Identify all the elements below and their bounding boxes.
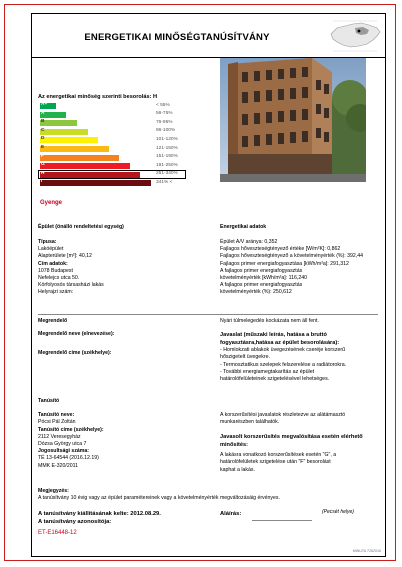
energy-line: követelményérték (%): 250,612	[220, 289, 292, 296]
header	[32, 14, 385, 58]
certifier-section	[38, 398, 208, 470]
address-line: Körfolyosós társasházi lakás	[38, 282, 104, 289]
energy-line: A fajlagos primer energiafogyasztás	[220, 267, 303, 274]
proposal-line: - Homlokzati ablakok üvegezésének cseréje korszerű	[220, 347, 346, 354]
proposal-line: - Termosztatikus szelepek felszerelése a radiátorokra.	[220, 361, 347, 368]
recommended-line: határolófelületek szigetelése után "F" besorolást	[220, 459, 331, 466]
scale-range: 56-75%	[156, 111, 173, 117]
scale-letter: B	[41, 119, 45, 125]
certifier-address-label: Tanúsító címe (székhelye):	[38, 426, 104, 433]
address-line: Nefelejcs utca 50.	[38, 275, 80, 282]
energy-heading: Energetikai adatok	[220, 224, 267, 230]
notes-label: Megjegyzés:	[38, 488, 69, 494]
building-data	[38, 239, 208, 297]
proposal-line: határolófelületeinek szigetelésével lehetséges.	[220, 376, 330, 382]
building-area: Alapterülete [m²]: 40,12	[38, 253, 92, 260]
scale-letter: H	[41, 170, 45, 176]
building-section	[38, 224, 208, 231]
scale-bar	[40, 180, 151, 186]
recommended-line: kaphat a lakás.	[220, 466, 255, 473]
scale-bar	[40, 120, 77, 126]
building-type-value: Lakóépület	[38, 246, 64, 253]
notes-section	[38, 488, 383, 502]
scale-range: < 55%	[156, 102, 170, 108]
scale-range: 151-190%	[156, 154, 178, 160]
scale-bar	[40, 137, 98, 143]
signature-label	[220, 511, 280, 518]
inner-frame	[31, 13, 386, 557]
energy-line: Fajlagos hőveszteségtényező a követelményérték (%): 392,44	[220, 253, 364, 260]
signature-text: Aláírás:	[220, 511, 242, 517]
building-photo	[220, 58, 366, 182]
proposal-details	[220, 412, 380, 426]
stamp-label: (Pecsét helye)	[322, 509, 354, 515]
scale-range: 191-250%	[156, 162, 178, 168]
scale-letter: A+	[41, 102, 48, 107]
recommended-line: A lakásra vonatkozó korszerűsítések esetén "G", a	[220, 452, 337, 459]
certifier-name: Pócsi Pál Zoltán	[38, 419, 76, 426]
energy-line: Épület A/V aránya: 0,352	[220, 239, 278, 245]
scale-range: 76-95%	[156, 119, 173, 125]
scale-heading: Az energetikai minőség szerinti besorolás: H	[38, 94, 158, 100]
scale-range: 341% <	[156, 179, 173, 185]
recommended-heading: Javasolt korszerűsítés megvalósítása esetén elérhető minősítés:	[220, 434, 363, 448]
details-line: A korszerűsítési javaslatok részletezve az alátámasztó	[220, 412, 346, 418]
certifier-name-label: Tanúsító neve:	[38, 412, 75, 419]
building-heading: Épület (önálló rendeltetési egység)	[38, 224, 124, 230]
scale-letter: F	[41, 153, 44, 159]
energy-section	[220, 224, 385, 231]
page-title: ENERGETIKAI MINŐSÉGTANÚSÍTVÁNY	[84, 32, 270, 43]
scale-bar	[40, 129, 88, 135]
energy-line: követelményérték [kWh/m²a]: 116,240	[220, 275, 307, 282]
class-name: Gyenge	[40, 200, 63, 206]
certifier-address-line: Dózsa György utca 7	[38, 441, 87, 448]
energy-line: Fajlagos hőveszteségtényező értéke [W/m²K]: 0,862	[220, 246, 341, 253]
scale-bar	[40, 146, 109, 152]
owner-heading: Megrendelő	[38, 318, 68, 324]
scale-letter: E	[41, 145, 45, 150]
outer-frame	[4, 4, 396, 561]
address-label: Cím adatok:	[38, 260, 68, 267]
certifier-heading: Tanúsító	[38, 398, 60, 404]
issue-date: A tanúsítvány kiállításának kelte: 2012.08.29.	[38, 511, 161, 517]
certifier-address-line: 2112 Veresegyház	[38, 433, 81, 440]
address-line: 1078 Budapest	[38, 267, 73, 274]
energy-line: A fajlagos primer energiafogyasztás	[220, 282, 303, 289]
notes-text: A tanúsítvány 10 évig vagy az épület paramétereinek vagy a követelményérték megváltozásáig érvényes.	[38, 495, 280, 502]
divider	[38, 314, 378, 315]
owner-address-label: Megrendelő címe (székhelye):	[38, 350, 112, 357]
building-type-label: Típusa:	[38, 239, 57, 245]
scale-range: 96-100%	[156, 128, 176, 134]
scale-range: 251-340%	[156, 171, 178, 177]
scale-range: 121-150%	[156, 145, 178, 151]
scale-letter: G	[41, 162, 45, 168]
proposal-heading: Javaslat (műszaki leírás, hatása a bruttó fogyasztásra,hatása az épület besorolására):	[220, 332, 340, 346]
license-label: Jogosultsági száma:	[38, 448, 90, 455]
license-line: MMK E-320/2011	[38, 462, 78, 469]
proposal-line: hőszigetelt üvegekre.	[220, 354, 271, 361]
issue-id-label: A tanúsítvány azonosítója:	[38, 519, 112, 525]
scale-bar	[40, 163, 130, 169]
hungary-map-icon	[327, 18, 383, 54]
issue-section	[38, 510, 218, 537]
scale-bar	[40, 103, 56, 109]
scale-range: 101-120%	[156, 136, 178, 142]
signature-line	[252, 520, 312, 521]
license-line: TÉ 13-64544 (2016.12.19)	[38, 455, 99, 462]
issue-id: ET-E16448-12	[38, 530, 77, 536]
details-line: munkarészben találhatók.	[220, 419, 280, 426]
energy-data	[220, 239, 385, 297]
proposal-line: - További energiamegtakarítás az épület	[220, 368, 315, 375]
recommended-section	[220, 434, 380, 474]
scale-bar	[40, 155, 119, 161]
scale-letter: A	[41, 110, 45, 116]
owner-section	[38, 318, 208, 358]
address-line: Helyrajzi szám:	[38, 289, 74, 296]
scale-bar	[40, 112, 66, 118]
owner-name-label: Megrendelő neve (elnevezése):	[38, 331, 115, 338]
energy-line: Fajlagos primer energiafogyasztása [kWh/m²a]: 291,312	[220, 260, 349, 267]
selected-class-marker	[38, 170, 186, 179]
proposal-section	[220, 332, 380, 383]
overheat-note: Nyári túlmelegedés kockázata nem áll fent.	[220, 318, 319, 324]
scale-letter: D	[41, 136, 45, 142]
scale-letter: C	[41, 127, 45, 133]
footer-code: MINUTA 7262016	[352, 549, 381, 553]
scale-letter: I	[41, 179, 43, 185]
